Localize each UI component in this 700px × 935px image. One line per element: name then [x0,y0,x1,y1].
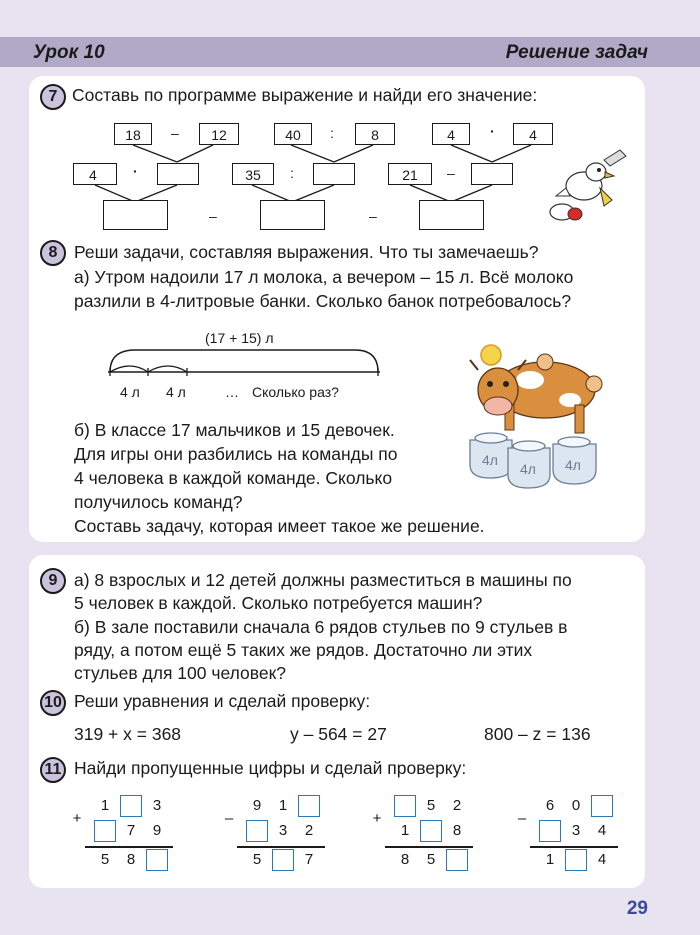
jar-label-1: 4л [482,452,498,468]
task-8a-line2: разлили в 4-литровые банки. Сколько банок потребовалось? [74,291,572,311]
task-8-compose: Составь задачу, которая имеет такое же решение. [74,516,485,536]
puzzle-2-sum-line [237,846,325,848]
task-8b-line2: Для игры они разбились на команды по [74,444,398,464]
lesson-number: Урок 10 [33,42,105,63]
t7-g2-a: 40 [274,123,312,145]
t7-g1-a: 18 [114,123,152,145]
t7-g1-c: 4 [73,163,117,185]
puzzle-3-sum-line [385,846,473,848]
t7-g1-op2: · [133,163,138,179]
puzzle-2-digit: 2 [304,822,314,839]
puzzle-2-operator: – [224,810,234,827]
t7-result-2 [260,200,325,230]
task-8b-line4: получилось команд? [74,492,243,512]
t7-result-op1: – [209,208,217,224]
puzzle-1-blank-digit[interactable] [94,820,116,842]
t7-g3-c: 21 [388,163,432,185]
task-8b-line3: 4 человека в каждой команде. Сколько [74,468,393,488]
puzzle-4-digit: 3 [571,822,581,839]
t7-g1-empty [157,163,199,185]
task-9a-line1: а) 8 взрослых и 12 детей должны разместиться в машины по [74,570,572,590]
puzzle-4-digit: 0 [571,797,581,814]
puzzle-3-digit: 8 [452,822,462,839]
puzzle-3-digit: 5 [426,851,436,868]
puzzle-1-digit: 1 [100,797,110,814]
puzzle-2-blank-digit[interactable] [246,820,268,842]
t7-g3-a: 4 [432,123,470,145]
puzzle-3-digit: 8 [400,851,410,868]
lesson-topic: Решение задач [505,42,648,63]
puzzle-2-digit: 3 [278,822,288,839]
puzzle-1-digit: 8 [126,851,136,868]
puzzle-4-digit: 4 [597,851,607,868]
diagram-seg-2: 4 л [166,384,186,400]
puzzle-1-digit: 3 [152,797,162,814]
puzzle-4-digit: 4 [597,822,607,839]
diagram-ellipsis: … [225,384,239,400]
task-10-text: Реши уравнения и сделай проверку: [74,691,371,711]
puzzle-3-blank-digit[interactable] [446,849,468,871]
task-8a-line1: а) Утром надоили 17 л молока, а вечером – 15 л. Всё молоко [74,267,574,287]
puzzle-2-blank-digit[interactable] [298,795,320,817]
puzzle-1-digit: 7 [126,822,136,839]
puzzle-1-blank-digit[interactable] [120,795,142,817]
puzzle-4-operator: – [517,810,527,827]
equation-2: y – 564 = 27 [290,724,387,744]
t7-g2-b: 8 [355,123,395,145]
t7-g2-op1: : [330,125,334,141]
task-11-text: Найди пропущенные цифры и сделай проверку: [74,758,467,778]
puzzle-4-digit: 1 [545,851,555,868]
task-8b-line1: б) В классе 17 мальчиков и 15 девочек. [74,420,395,440]
task-9b-line1: б) В зале поставили сначала 6 рядов стульев по 9 стульев в [74,617,568,637]
equation-1: 319 + x = 368 [74,724,182,744]
puzzle-1-operator: + [72,810,82,827]
puzzle-2-digit: 5 [252,851,262,868]
puzzle-4-blank-digit[interactable] [539,820,561,842]
puzzle-4-blank-digit[interactable] [591,795,613,817]
cow-illustration [470,345,602,433]
jar-label-3: 4л [565,457,581,473]
diagram-total-label: (17 + 15) л [205,330,274,346]
t7-g2-op2: : [290,165,294,181]
equation-3: 800 – z = 136 [484,724,591,744]
puzzle-3-digit: 5 [426,797,436,814]
t7-result-3 [419,200,484,230]
diagram-question: Сколько раз? [252,384,339,400]
task-9a-line2: 5 человек в каждой. Сколько потребуется машин? [74,593,483,613]
t7-g3-b: 4 [513,123,553,145]
task-9b-line2: ряду, а потом ещё 5 таких же рядов. Достаточно ли этих [74,640,533,660]
total-bracket [110,350,378,372]
task-9-number: 9 [40,568,66,594]
puzzle-3-digit: 1 [400,822,410,839]
puzzle-1-blank-digit[interactable] [146,849,168,871]
task-7-text: Составь по программе выражение и найди его значение: [72,85,538,105]
puzzle-2-blank-digit[interactable] [272,849,294,871]
puzzle-2-digit: 1 [278,797,288,814]
bird-illustration [550,150,626,220]
t7-g1-op1: – [171,125,179,141]
t7-g2-c: 35 [232,163,274,185]
jar-label-2: 4л [520,461,536,477]
puzzle-2-digit: 9 [252,797,262,814]
t7-g3-op1: · [490,123,495,139]
puzzle-4-blank-digit[interactable] [565,849,587,871]
puzzle-3-blank-digit[interactable] [394,795,416,817]
page-number: 29 [626,898,648,919]
task-8-number: 8 [40,240,66,266]
puzzle-1-digit: 9 [152,822,162,839]
puzzle-3-operator: + [372,810,382,827]
t7-g3-op2: – [447,165,455,181]
task-11-number: 11 [40,757,66,783]
task-10-number: 10 [40,690,66,716]
t7-g2-empty [313,163,355,185]
puzzle-1-sum-line [85,846,173,848]
t7-g3-empty [471,163,513,185]
puzzle-4-digit: 6 [545,797,555,814]
t7-result-1 [103,200,168,230]
task-8-text: Реши задачи, составляя выражения. Что ты замечаешь? [74,242,539,262]
t7-g1-b: 12 [199,123,239,145]
puzzle-2-digit: 7 [304,851,314,868]
puzzle-4-sum-line [530,846,618,848]
task-7-number: 7 [40,84,66,110]
diagram-seg-1: 4 л [120,384,140,400]
task-9b-line3: стульев для 100 человек? [74,663,286,683]
puzzle-3-blank-digit[interactable] [420,820,442,842]
puzzle-1-digit: 5 [100,851,110,868]
puzzle-3-digit: 2 [452,797,462,814]
t7-result-op2: – [369,208,377,224]
